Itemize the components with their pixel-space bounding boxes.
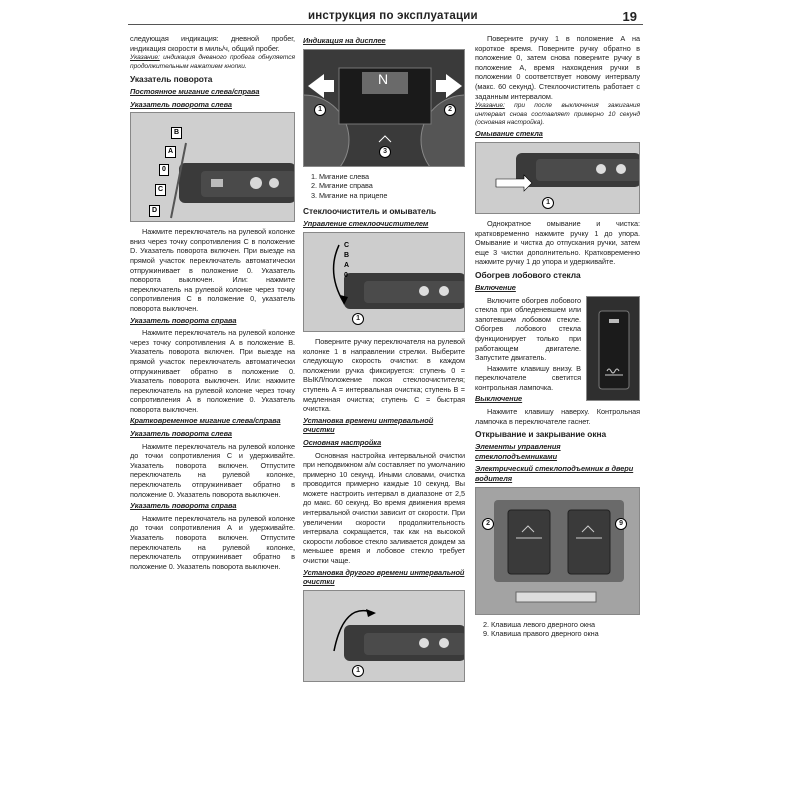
dashboard-display-figure (303, 49, 465, 167)
label-a: A (165, 146, 176, 158)
wiper-label-b: B (344, 251, 350, 259)
header-title: инструкция по эксплуатации (308, 10, 478, 22)
heading-interval: Установка времени интервальной очистки (303, 415, 434, 435)
gear-indicator: N (378, 70, 389, 87)
wiper-stalk-figure (303, 232, 465, 332)
heading-driver-window: Электрический стеклоподъемник в двери водителя (475, 464, 634, 484)
turn-stalk-figure (130, 112, 295, 222)
label-b: B (171, 127, 182, 139)
paragraph-interval-new: Поверните ручку 1 в положение А на короткое время. Поверните ручку обратно в положение 0, затем снова поверните ручку в положение А, время нахождения ручки в положении 0 соответствует новому интервалу (макс. 60 секунд). Стеклоочиститель работает с заданным интервалом. (475, 34, 640, 101)
intro-text: следующая индикация: дневной пробег, индикация скорости в миль/ч, общий пробег. (130, 34, 295, 53)
column-2 (303, 34, 465, 687)
legend-item: 2. Мигание справа (311, 181, 373, 191)
page-header (128, 10, 643, 25)
window-legend (483, 620, 640, 639)
heading-short-left: Указатель поворота слева (130, 429, 232, 439)
window-switches-figure (475, 487, 640, 615)
heading-right-signal: Указатель поворота справа (130, 315, 237, 325)
heading-basic-setting: Основная настройка (303, 437, 382, 447)
wiper-label-0: 0 (344, 271, 348, 279)
heating-block (475, 296, 640, 393)
paragraph-left-signal: Нажмите переключатель на рулевой колонке вниз через точку сопротивления С в положение D. Указатель поворота включен. При выезде на прямой участок переключатель автоматически отпружинивает в положение 0. Указатель поворота выключен. Или: нажмите переключатель на рулевой колонке через точку сопротивления С в положение 0, указатель поворота выключен. (130, 227, 295, 313)
callout-2: 2 (444, 104, 456, 116)
heading-windows: Открывание и закрывание окна (475, 429, 607, 440)
paragraph-heating-off: Нажмите клавишу наверху. Контрольная лампочка в переключателе гаснет. (475, 407, 640, 426)
wiper-label-c: C (344, 241, 350, 249)
heading-display: Индикация на дисплее (303, 36, 386, 45)
paragraph-short-right: Нажмите переключатель на рулевой колонке до точки сопротивления А и удерживайте. Указатель поворота включен. Отпустите переключатель на рулевой колонке, переключатель отпружинивает обратно в положение 0. Указатель поворота выключен. (130, 513, 295, 571)
paragraph-short-left: Нажмите переключатель на рулевой колонке до точки сопротивления С и удерживайте. Указатель поворота включен. Отпустите переключатель на рулевой колонке, переключатель отпружинивает обратно в положение 0. Указатель поворота выключен. (130, 441, 295, 499)
heading-switch-on: Включение (475, 282, 516, 292)
wiper-label-a: A (344, 261, 350, 269)
legend-item: 3. Мигание на прицепе (311, 190, 388, 200)
heading-short-right: Указатель поворота справа (130, 501, 237, 511)
heating-switch-figure (586, 296, 640, 401)
callout-3: 3 (379, 146, 391, 158)
heading-other-interval: Установка другого времени интервальной очистки (303, 567, 465, 587)
paragraph-wiper: Поверните ручку переключателя на рулевой колонке 1 в направлении стрелки. Выберите следующую скорость очистки: в каждом положении ручка фиксируется: ступень 0 = ВЫКЛ/положение покоя стеклоочистителя; ступень А = интервальная очистка; ступень В = медленная очистка; ступень С = быстрая очистка. (303, 336, 465, 414)
paragraph-basic-setting: Основная настройка интервальной очистки при неподвижном а/м составляет по умолчанию примерно 10 секунд. Иными словами, очистка проводится примерно каждые 10 секунд. Вы можете настроить интервал в диапазоне от 2,5 до макс. 60 секунд. Во время движения время интервальной очистки зависит от скорости. При увеличении скорости продолжительность интервала сокращается, так как на высокой скорости лобовое стекло заливается дождем за меньшее время и лобовое стекло требует очистки чаще. (303, 450, 465, 566)
column-1 (130, 34, 295, 572)
heading-window-controls: Элементы управления стеклоподъемниками (475, 442, 561, 461)
paragraph-right-signal: Нажмите переключатель на рулевой колонке через точку сопротивления А в положение В. Указатель поворота включен. При выезде на прямой участок переключатель автоматически отпружинивает обратно в положение 0. Указатель поворота выключен. Или: нажмите переключатель на рулевой колонке через точку сопротивления А в положение 0. Указатель поворота выключен. (130, 328, 295, 414)
window-callout-2: 2 (482, 518, 494, 530)
heading-windshield-heating: Обогрев лобового стекла (475, 269, 581, 280)
heading-wiper-control: Управление стеклоочистителем (303, 219, 429, 229)
heading-switch-off: Выключение (475, 394, 523, 404)
page-number: 19 (622, 9, 637, 24)
wash-stalk-figure (475, 142, 640, 214)
interval-callout-1: 1 (352, 665, 364, 677)
column-3 (475, 34, 640, 645)
window-callout-9: 9 (615, 518, 627, 530)
interval-stalk-figure (303, 590, 465, 682)
heading-wipers: Стеклоочиститель и омыватель (303, 206, 437, 217)
legend-item: 9. Клавиша правого дверного окна (483, 629, 599, 639)
legend-item: 1. Мигание слева (311, 171, 370, 181)
label-0: 0 (159, 164, 169, 176)
wiper-callout-1: 1 (352, 313, 364, 325)
note: Указание: при после выключения зажигания интервал снова составляет примерно 10 секунд (основная настройка). (475, 102, 640, 126)
legend-item: 2. Клавиша левого дверного окна (483, 619, 595, 629)
heading-left-signal: Указатель поворота слева (130, 99, 232, 109)
callout-1: 1 (314, 104, 326, 116)
label-d: D (149, 205, 160, 217)
paragraph-wash: Однократное омывание и чистка: кратковременно нажмите ручку 1 до упора. Омывание и чистка до отпускания ручки, затем еще 3 чистки дополнительно. Кратковременно нажмите ручку 1 до упора и удерживайте. (475, 218, 640, 267)
wash-callout-1: 1 (542, 197, 554, 209)
paragraph-heating-on: Включите обогрев лобового стекла при обледеневшем или запотевшем лобовом стекле. Обогрев лобового стекла функционирует только при работающем двигателе. Запустите двигатель. (475, 295, 581, 363)
heading-turn-signal: Указатель поворота (130, 74, 213, 84)
heading-wash: Омывание стекла (475, 129, 543, 139)
heading-short-blink: Кратковременное мигание слева/справа (130, 416, 281, 426)
label-c: C (155, 184, 166, 196)
display-legend (311, 172, 465, 201)
note: Указание: индикация дневного пробега обнуляется продолжительным нажатием кнопки. (130, 54, 295, 70)
paragraph-heating-lamp: Нажмите клавишу внизу. В переключателе светится контрольная лампочка. (475, 363, 581, 392)
heading-constant-blink: Постоянное мигание слева/справа (130, 87, 260, 96)
